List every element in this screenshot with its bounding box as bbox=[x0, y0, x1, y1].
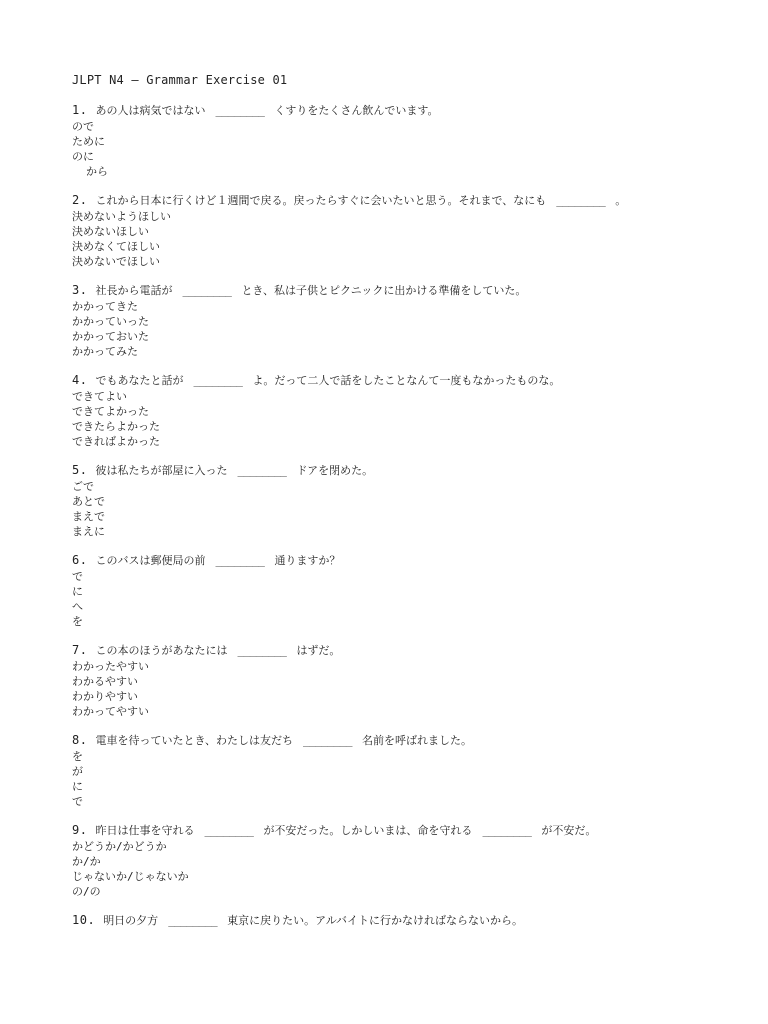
answer-option[interactable]: を bbox=[72, 750, 83, 763]
answer-option[interactable]: わかりやすい bbox=[72, 690, 138, 703]
answer-blank[interactable]: ________ bbox=[168, 914, 218, 927]
answer-blank[interactable]: ________ bbox=[482, 824, 532, 837]
answer-option[interactable]: から bbox=[86, 165, 108, 178]
question-segment: このバスは郵便局の前 bbox=[95, 554, 206, 567]
answer-option[interactable]: を bbox=[72, 615, 83, 628]
question-number: 6. bbox=[72, 553, 88, 567]
question-number: 5. bbox=[72, 463, 88, 477]
answer-option[interactable]: わかってやすい bbox=[72, 705, 149, 718]
answer-option[interactable]: の/の bbox=[72, 885, 101, 898]
answer-option[interactable]: のに bbox=[72, 150, 94, 163]
answer-option[interactable]: かかっていった bbox=[72, 315, 149, 328]
question-segment: くすりをたくさん飲んでいます。 bbox=[274, 104, 439, 117]
question-text bbox=[72, 821, 712, 839]
question-number: 1. bbox=[72, 103, 88, 117]
question-text bbox=[72, 191, 712, 209]
answer-option[interactable]: で bbox=[72, 570, 83, 583]
question-5 bbox=[72, 461, 712, 551]
question-segment: でもあなたと話が bbox=[95, 374, 184, 387]
answer-option[interactable]: じゃないか/じゃないか bbox=[72, 870, 189, 883]
answer-option[interactable]: が bbox=[72, 765, 83, 778]
answer-option[interactable]: わかるやすい bbox=[72, 675, 138, 688]
question-segment: 名前を呼ばれました。 bbox=[362, 734, 472, 747]
question-list bbox=[72, 101, 712, 1001]
answer-blank[interactable]: ________ bbox=[237, 644, 287, 657]
question-10 bbox=[72, 911, 712, 1001]
question-text bbox=[72, 641, 712, 659]
question-text bbox=[72, 461, 712, 479]
answer-option[interactable]: で bbox=[72, 795, 83, 808]
question-segment: 通りますか？ bbox=[274, 554, 341, 567]
question-segment: が不安だ。 bbox=[541, 824, 597, 837]
answer-option[interactable]: できたらよかった bbox=[72, 420, 160, 433]
answer-blank[interactable]: ________ bbox=[303, 734, 352, 747]
question-9 bbox=[72, 821, 712, 911]
answer-blank[interactable]: ________ bbox=[215, 554, 265, 567]
answer-option[interactable]: へ bbox=[72, 600, 83, 613]
question-segment: ドアを閉めた。 bbox=[296, 464, 374, 477]
question-text bbox=[72, 731, 712, 749]
question-4 bbox=[72, 371, 712, 461]
question-number: 7. bbox=[72, 643, 88, 657]
question-segment: はずだ。 bbox=[296, 644, 341, 657]
page-title: JLPT N4 – Grammar Exercise 01 bbox=[72, 73, 288, 87]
answer-blank[interactable]: ________ bbox=[556, 194, 606, 207]
question-segment: 明日の夕方 bbox=[103, 914, 159, 927]
answer-option[interactable]: あとで bbox=[72, 495, 105, 508]
answer-option[interactable]: できてよい bbox=[72, 390, 127, 403]
question-text bbox=[72, 371, 712, 389]
answer-blank[interactable]: ________ bbox=[182, 284, 232, 297]
answer-blank[interactable]: ________ bbox=[215, 104, 265, 117]
question-segment: 彼は私たちが部屋に入った bbox=[95, 464, 228, 477]
question-8 bbox=[72, 731, 712, 821]
question-number: 2. bbox=[72, 193, 88, 207]
answer-option[interactable]: ごで bbox=[72, 480, 94, 493]
question-3 bbox=[72, 281, 712, 371]
answer-blank[interactable]: ________ bbox=[237, 464, 287, 477]
answer-option[interactable]: かかっておいた bbox=[72, 330, 149, 343]
question-7 bbox=[72, 641, 712, 731]
question-text bbox=[72, 911, 712, 929]
answer-option[interactable]: わかったやすい bbox=[72, 660, 149, 673]
question-segment: この本のほうがあなたには bbox=[95, 644, 228, 657]
question-text bbox=[72, 551, 712, 569]
question-number: 4. bbox=[72, 373, 88, 387]
answer-option[interactable]: まえで bbox=[72, 510, 105, 523]
question-number: 9. bbox=[72, 823, 88, 837]
answer-option[interactable]: 決めないほしい bbox=[72, 225, 149, 238]
answer-blank[interactable]: ________ bbox=[193, 374, 243, 387]
answer-option[interactable]: 決めなくてほしい bbox=[72, 240, 160, 253]
question-segment: 社長から電話が bbox=[95, 284, 173, 297]
question-segment: 昨日は仕事を守れる bbox=[95, 824, 195, 837]
answer-option[interactable]: できればよかった bbox=[72, 435, 160, 448]
answer-option[interactable]: かどうか/かどうか bbox=[72, 840, 167, 853]
answer-option[interactable]: に bbox=[72, 585, 83, 598]
answer-option[interactable]: かかってみた bbox=[72, 345, 138, 358]
question-number: 10. bbox=[72, 913, 96, 927]
answer-option[interactable]: かかってきた bbox=[72, 300, 138, 313]
question-number: 8. bbox=[72, 733, 88, 747]
question-2 bbox=[72, 191, 712, 281]
question-text bbox=[72, 281, 712, 299]
question-1 bbox=[72, 101, 712, 191]
question-segment: とき、私は子供とピクニックに出かける準備をしていた。 bbox=[241, 284, 527, 297]
answer-option[interactable]: 決めないようほしい bbox=[72, 210, 171, 223]
answer-option[interactable]: に bbox=[72, 780, 83, 793]
question-segment: 。 bbox=[615, 194, 627, 207]
answer-option[interactable]: か/か bbox=[72, 855, 101, 868]
question-6 bbox=[72, 551, 712, 641]
question-text bbox=[72, 101, 712, 119]
question-number: 3. bbox=[72, 283, 88, 297]
question-segment: よ。だって二人で話をしたことなんて一度もなかったものな。 bbox=[252, 374, 561, 387]
answer-option[interactable]: 決めないでほしい bbox=[72, 255, 160, 268]
answer-option[interactable]: できてよかった bbox=[72, 405, 149, 418]
question-segment: あの人は病気ではない bbox=[95, 104, 206, 117]
answer-option[interactable]: ので bbox=[72, 120, 94, 133]
question-segment: 電車を待っていたとき、わたしは友だち bbox=[95, 734, 294, 747]
question-segment: これから日本に行くけど１週間で戻る。戻ったらすぐに会いたいと思う。それまで、なにも bbox=[95, 194, 547, 207]
answer-blank[interactable]: ________ bbox=[204, 824, 254, 837]
question-segment: 東京に戻りたい。アルバイトに行かなければならないから。 bbox=[227, 914, 523, 927]
answer-option[interactable]: まえに bbox=[72, 525, 105, 538]
question-segment: が不安だった。しかしいまは、命を守れる bbox=[263, 824, 473, 837]
answer-option[interactable]: ために bbox=[72, 135, 105, 148]
